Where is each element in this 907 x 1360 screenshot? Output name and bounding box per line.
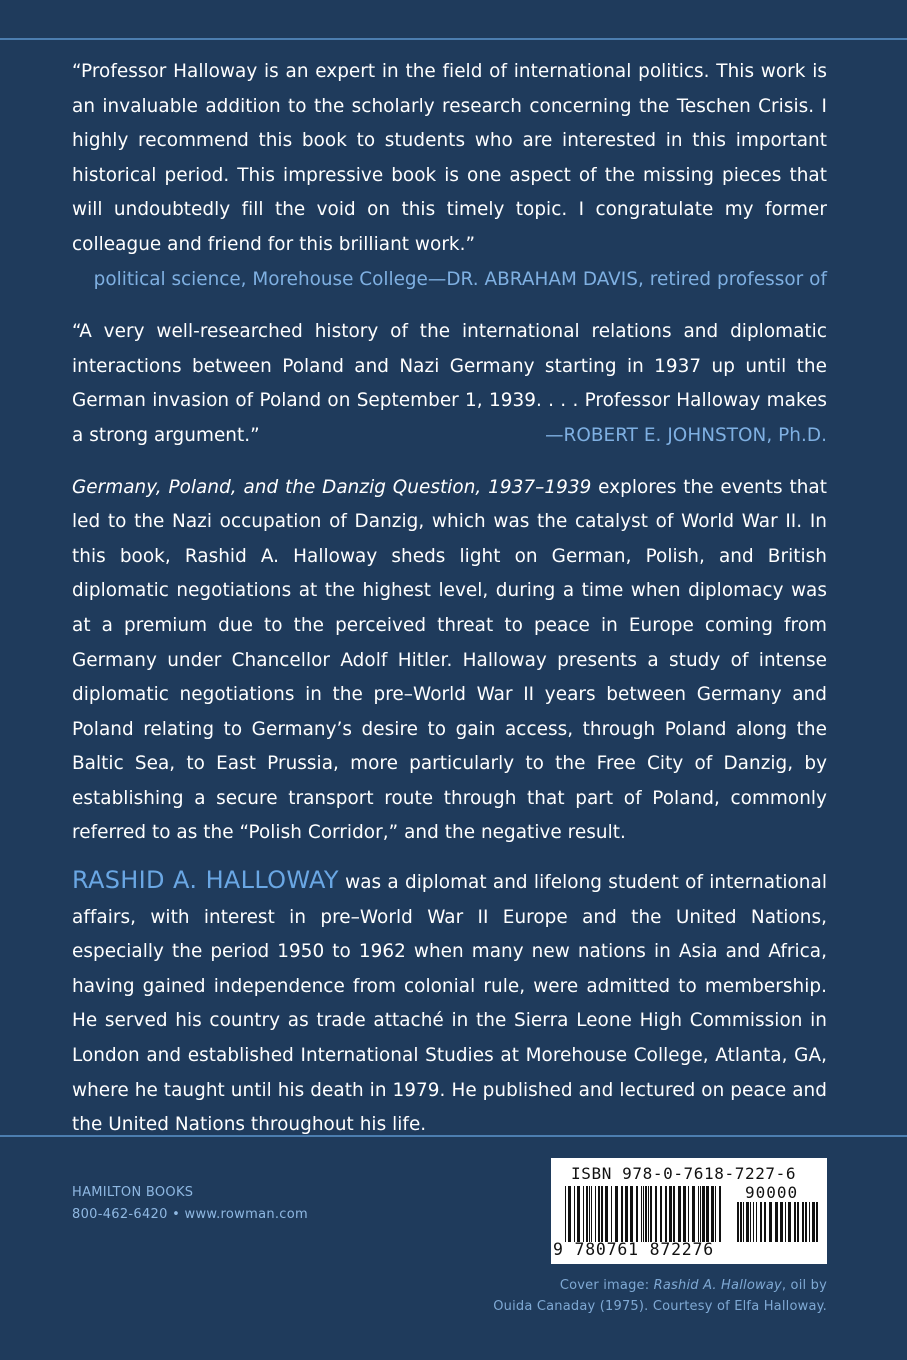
publisher-contact: 800-462-6420 • www.rowman.com — [72, 1207, 308, 1222]
barcode-bar — [669, 1186, 672, 1242]
barcode-bar — [568, 1186, 571, 1242]
barcode-bar — [611, 1186, 612, 1242]
book-title: Germany, Poland, and the Danzig Question, 1937–1939 — [72, 476, 592, 498]
author-name: RASHID A. HALLOWAY — [72, 866, 339, 895]
barcode-bar — [636, 1186, 638, 1242]
review-1-attribution-line1: —DR. ABRAHAM DAVIS, retired professor of — [427, 268, 827, 290]
barcode-bar — [719, 1186, 721, 1242]
review-quote-2 — [72, 315, 827, 453]
credit-line1-suffix: , oil by — [781, 1278, 827, 1293]
barcode-bar — [641, 1186, 642, 1242]
credit-work-title: Rashid A. Halloway — [653, 1278, 782, 1293]
barcode-bar — [595, 1186, 596, 1242]
barcode-bar — [665, 1186, 667, 1242]
barcode-digits: 9 780761 872276 — [553, 1240, 715, 1259]
barcode-bar — [660, 1186, 662, 1242]
barcode-bar — [605, 1186, 608, 1242]
barcode-bar — [673, 1186, 675, 1242]
review-2-text: “A very well-researched history of the international relations and diplomatic interactions between Poland and Nazi Germany starting in 1937 up until the German invasion of Poland on September 1, 1939. . . . Professor Halloway makes a strong argument.” — [72, 321, 827, 446]
review-2-attribution: —ROBERT E. JOHNSTON, Ph.D. — [545, 424, 827, 446]
barcode-bar — [805, 1202, 807, 1242]
barcode-bar — [692, 1186, 695, 1242]
barcode-bar — [601, 1186, 603, 1242]
barcode-bar — [625, 1186, 628, 1242]
barcode-bar — [816, 1202, 818, 1242]
barcode-bar — [645, 1186, 647, 1242]
barcode-bar — [756, 1202, 757, 1242]
barcode-bar — [711, 1186, 714, 1242]
publisher-name: HAMILTON BOOKS — [72, 1185, 194, 1200]
barcode-bar — [764, 1202, 766, 1242]
isbn-barcode — [551, 1158, 827, 1264]
barcode-bar — [589, 1186, 590, 1242]
barcode-bar — [598, 1186, 600, 1242]
barcode-bar — [683, 1186, 686, 1242]
review-1-attribution-line2: political science, Morehouse College — [93, 268, 428, 290]
barcode-bar — [655, 1186, 657, 1242]
barcode-bar — [740, 1202, 742, 1242]
barcode-bar — [630, 1186, 633, 1242]
isbn-label: ISBN 978-0-7618-7227-6 — [571, 1164, 797, 1183]
barcode-bar — [753, 1202, 754, 1242]
price-addon-code: 90000 — [745, 1183, 799, 1202]
back-cover-text — [72, 55, 827, 1143]
barcode-bar — [715, 1186, 716, 1242]
bottom-rule — [0, 1135, 907, 1137]
description-text: explores the events that led to the Nazi occupation of Danzig, which was the catalyst of World War II. In this book, Rashid A. Halloway sheds light on German, Polish, and British diplomatic negotiations at the highest level, during a time when diplomacy was at a premium due to the perceived threat to peace in Europe coming from Germany under Chancellor Adolf Hitler. Halloway presents a study of intense diplomatic negotiations in the pre–World War II years between Germany and Poland relating to Germany’s desire to gain access, through Poland along the Baltic Sea, to East Prussia, more particularly to the Free City of Danzig, by establishing a secure transport route through that part of Poland, commonly referred to as the “Polish Corridor,” and the negative result. — [72, 476, 827, 844]
book-description — [72, 471, 827, 852]
barcode-bar — [615, 1186, 618, 1242]
top-rule — [0, 38, 907, 40]
review-1-text: “Professor Halloway is an expert in the field of international politics. This work is an invaluable addition to the scholarly research concerning the Teschen Crisis. I highly recommend this book to students who are interested in this important historical period. This impressive book is one aspect of the missing pieces that will undoubtedly fill the void on this timely topic. I congratulate my former colleague and friend for this brilliant work.” — [72, 61, 827, 255]
barcode-bar — [643, 1186, 644, 1242]
barcode-bar — [802, 1202, 804, 1242]
barcode-bar — [746, 1202, 749, 1242]
barcode-bar — [565, 1186, 566, 1242]
addon-barcode-bars — [737, 1202, 821, 1242]
barcode-bar — [809, 1202, 810, 1242]
barcode-bar — [586, 1186, 588, 1242]
barcode-bar — [780, 1202, 783, 1242]
barcode-bar — [648, 1186, 649, 1242]
barcode-bar — [591, 1186, 592, 1242]
barcode-bar — [577, 1186, 580, 1242]
barcode-bar — [621, 1186, 623, 1242]
barcode-bar — [785, 1202, 786, 1242]
publisher-info — [72, 1182, 308, 1226]
barcode-bar — [688, 1186, 689, 1242]
barcode-bar — [750, 1202, 751, 1242]
credit-prefix: Cover image: — [559, 1278, 654, 1293]
barcode-bar — [760, 1202, 762, 1242]
barcode-bar — [574, 1186, 575, 1242]
ean-barcode-bars — [565, 1186, 725, 1242]
barcode-bar — [700, 1186, 701, 1242]
barcode-bar — [698, 1186, 699, 1242]
barcode-bar — [769, 1202, 772, 1242]
barcode-bar — [706, 1186, 709, 1242]
barcode-bar — [650, 1186, 652, 1242]
barcode-bar — [797, 1202, 799, 1242]
barcode-bar — [583, 1186, 584, 1242]
barcode-bar — [775, 1202, 778, 1242]
author-bio — [72, 863, 827, 1143]
author-bio-text: was a diplomat and lifelong student of international affairs, with interest in pre–World War II Europe and the United Nations, especially the period 1950 to 1962 when many new nations in Asia and Africa, having gained independence from colonial rule, were admitted to membership. He served his country as trade attaché in the Sierra Leone High Commission in London and established International Studies at Morehouse College, Atlanta, GA, where he taught until his death in 1979. He published and lectured on peace and the United Nations throughout his life. — [72, 872, 827, 1136]
barcode-bar — [743, 1202, 744, 1242]
barcode-bar — [737, 1202, 739, 1242]
barcode-bar — [678, 1186, 681, 1242]
barcode-bar — [794, 1202, 796, 1242]
barcode-bar — [702, 1186, 705, 1242]
barcode-bar — [788, 1202, 791, 1242]
barcode-bar — [812, 1202, 815, 1242]
cover-image-credit — [493, 1275, 827, 1317]
credit-line2: Ouida Canaday (1975). Courtesy of Elfa Halloway. — [493, 1299, 827, 1314]
